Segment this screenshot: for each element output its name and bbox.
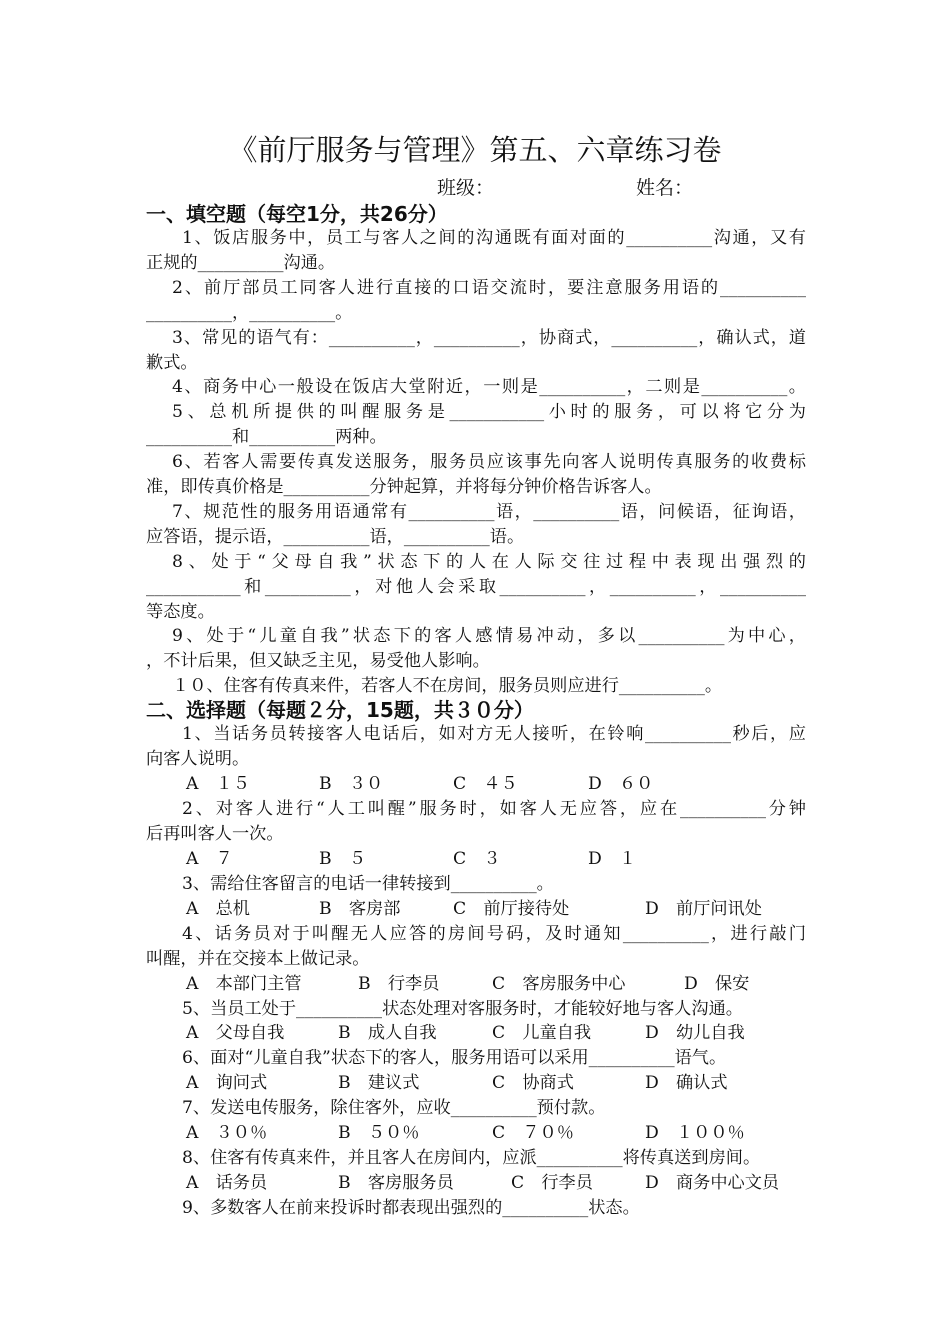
question-line: 5、当员工处于__________状态处理对客服务时，才能较好地与客人沟通。 (182, 999, 743, 1019)
option-a: A 询问式 (186, 1073, 268, 1093)
question-line: 4、话务员对于叫醒无人应答的房间号码，及时通知__________，进行敲门 (182, 924, 806, 944)
fill-line: 6、若客人需要传真发送服务，服务员应该事先向客人说明传真服务的收费标 (172, 452, 806, 472)
question-line: 6、面对“儿童自我”状态下的客人，服务用语可以采用__________语气。 (182, 1048, 727, 1068)
fill-line: 8、处于“父母自我”状态下的人在人际交往过程中表现出强烈的 (172, 552, 806, 572)
option-c: C ３ (453, 849, 501, 869)
option-a: A 本部门主管 (186, 974, 302, 994)
option-a: A 话务员 (186, 1173, 268, 1193)
question-line: 1、当话务员转接客人电话后，如对方无人接听，在铃响__________秒后，应 (182, 724, 806, 744)
option-d: D 保安 (684, 974, 750, 994)
fill-line: ，不计后果，但又缺乏主见，易受他人影响。 (146, 651, 490, 671)
question-line: 后再叫客人一次。 (146, 824, 284, 844)
option-a: A １５ (186, 774, 250, 794)
option-d: D １ (588, 849, 637, 869)
fill-line: 等态度。 (146, 602, 215, 622)
option-d: D 商务中心文员 (645, 1173, 780, 1193)
option-a: A ７ (186, 849, 233, 869)
question-line: 向客人说明。 (146, 749, 250, 769)
question-line: 3、需给住客留言的电话一律转接到__________。 (182, 874, 554, 894)
fill-line: 准，即传真价格是__________分钟起算，并将每分钟价格告诉客人。 (146, 477, 662, 497)
option-b: B 建议式 (338, 1073, 420, 1093)
option-c: C ７０％ (492, 1123, 574, 1143)
fill-line: ___________和__________，对他人会采取__________，__________，__________ (146, 577, 806, 597)
option-b: B 客房服务员 (338, 1173, 454, 1193)
option-a: A 父母自我 (186, 1023, 285, 1043)
fill-line: __________和__________两种。 (146, 427, 387, 447)
option-b: B 成人自我 (338, 1023, 437, 1043)
fill-line: 正规的__________沟通。 (146, 253, 336, 273)
option-b: B ５０％ (338, 1123, 420, 1143)
option-b: B ５ (319, 849, 367, 869)
fill-line: 5、总机所提供的叫醒服务是___________小时的服务，可以将它分为 (172, 402, 806, 422)
fill-line: 1、饭店服务中，员工与客人之间的沟通既有面对面的__________沟通，又有 (182, 228, 806, 248)
option-c: C 协商式 (492, 1073, 574, 1093)
class-label: 班级： (437, 177, 495, 199)
option-b: B 行李员 (358, 974, 440, 994)
name-label: 姓名： (636, 177, 694, 199)
fill-line: 歉式。 (146, 353, 198, 373)
option-c: C 客房服务中心 (492, 974, 626, 994)
fill-line: 9、处于“儿童自我”状态下的客人感情易冲动，多以__________为中心， (172, 626, 806, 646)
option-d: D ６０ (588, 774, 654, 794)
question-line: 8、住客有传真来件，并且客人在房间内，应派__________将传真送到房间。 (182, 1148, 761, 1168)
option-d: D １００％ (645, 1123, 745, 1143)
option-c: C ４５ (453, 774, 518, 794)
option-d: D 幼儿自我 (645, 1023, 745, 1043)
section2-heading: 二、选择题（每题２分，15题，共３０分） (146, 698, 534, 722)
fill-line: 3、常见的语气有：__________，__________，协商式，__________，确认式，道 (172, 328, 806, 348)
fill-line: 应答语，提示语，__________语，__________语。 (146, 527, 525, 547)
option-c: C 行李员 (511, 1173, 593, 1193)
option-c: C 儿童自我 (492, 1023, 592, 1043)
question-line: 2、对客人进行“人工叫醒”服务时，如客人无应答，应在__________分钟 (182, 799, 806, 819)
section1-heading: 一、填空题（每空1分，共26分） (146, 202, 448, 226)
question-line: 叫醒，并在交接本上做记录。 (146, 949, 370, 969)
option-c: C 前厅接待处 (453, 899, 570, 919)
option-a: A 总机 (186, 899, 250, 919)
fill-line: 4、商务中心一般设在饭店大堂附近，一则是__________，二则是__________。 (172, 377, 806, 397)
option-b: B ３０ (319, 774, 384, 794)
question-line: 9、多数客人在前来投诉时都表现出强烈的__________状态。 (182, 1198, 640, 1218)
option-d: D 确认式 (645, 1073, 728, 1093)
fill-line: １０、住客有传真来件，若客人不在房间，服务员则应进行__________。 (172, 676, 723, 696)
fill-line: 2、前厅部员工同客人进行直接的口语交流时，要注意服务用语的__________ (172, 278, 806, 298)
option-b: B 客房部 (319, 899, 401, 919)
class-name-line (0, 174, 950, 202)
option-a: A ３０％ (186, 1123, 268, 1143)
fill-line: __________，__________。 (146, 303, 353, 323)
option-d: D 前厅问讯处 (645, 899, 762, 919)
page-title: 《前厅服务与管理》第五、六章练习卷 (228, 133, 722, 167)
question-line: 7、发送电传服务，除住客外，应收__________预付款。 (182, 1098, 606, 1118)
fill-line: 7、规范性的服务用语通常有__________语，__________语，问候语，征询语， (172, 502, 806, 522)
